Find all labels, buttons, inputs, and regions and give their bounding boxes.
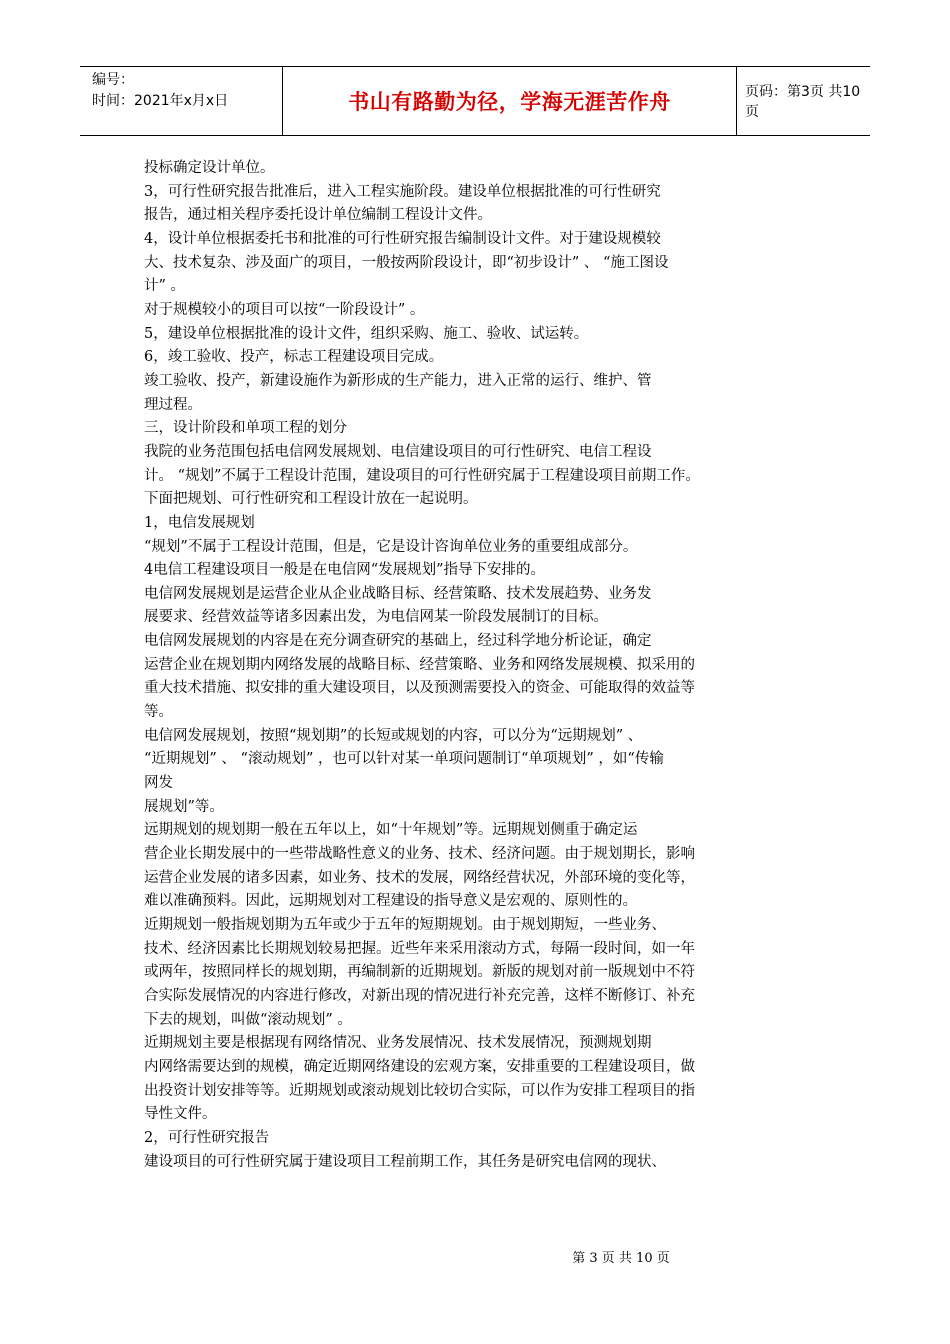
header-info: [80, 67, 282, 135]
body-line: 等。: [144, 704, 173, 721]
doc-code-label: 编号：: [92, 72, 134, 88]
body-line: 报告，通过相关程序委托设计单位编制工程设计文件。: [144, 207, 492, 224]
body-line: 难以准确预料。因此，远期规划对工程建设的指导意义是宏观的、原则性的。: [144, 893, 637, 910]
body-line: 展要求、经营效益等诸多因素出发，为电信网某一阶段发展制订的目标。: [144, 609, 608, 626]
body-line: 竣工验收、投产，新建设施作为新形成的生产能力，进入正常的运行、维护、管: [144, 372, 652, 389]
body-line: 计” 。: [144, 278, 186, 295]
page-footer: [0, 1247, 950, 1266]
body-line: “近期规划” 、 “滚动规划” ，也可以针对某一单项问题制订“单项规划” ，如“传输: [144, 751, 664, 768]
body-line: 4电信工程建设项目一般是在电信网“发展规划”指导下安排的。: [144, 562, 546, 579]
body-line: 运营企业在规划期内网络发展的战略目标、经营策略、业务和网络发展规模、拟采用的: [144, 656, 695, 673]
body-line: 对于规模较小的项目可以按“一阶段设计” 。: [144, 301, 425, 318]
body-line: 营企业长期发展中的一些带战略性意义的业务、技术、经济问题。由于规划期长，影响: [144, 846, 695, 863]
body-line: 下面把规划、可行性研究和工程设计放在一起说明。: [144, 491, 478, 508]
body-line: 合实际发展情况的内容进行修改，对新出现的情况进行补充完善，这样不断修订、补充: [144, 987, 695, 1004]
body-line: 5，建设单位根据批准的设计文件，组织采购、施工、验收、试运转。: [144, 325, 589, 342]
body-line: 投标确定设计单位。: [144, 160, 275, 176]
header-page-cell: [737, 67, 870, 135]
body-line: 近期规划主要是根据现有网络情况、业务发展情况、技术发展情况，预测规划期: [144, 1035, 652, 1052]
body-line: 理过程。: [144, 396, 202, 413]
header-slogan: 书山有路勤为径，学海无涯苦作舟: [348, 90, 671, 114]
body-line: 计。 “规划”不属于工程设计范围，建设项目的可行性研究属于工程建设项目前期工作。: [144, 467, 700, 484]
body-line: 电信网发展规划是运营企业从企业战略目标、经营策略、技术发展趋势、业务发: [144, 585, 652, 602]
body-line: 下去的规划，叫做“滚动规划” 。: [144, 1011, 352, 1028]
body-line: 3，可行性研究报告批准后，进入工程实施阶段。建设单位根据批准的可行性研究: [144, 183, 661, 200]
footer-page-number: 第 3 页 共 10 页: [572, 1251, 670, 1266]
body-line: 近期规划一般指规划期为五年或少于五年的短期规划。由于规划期短，一些业务、: [144, 917, 666, 933]
body-line: 出投资计划安排等等。近期规划或滚动规划比较切合实际，可以作为安排工程项目的指: [144, 1082, 695, 1099]
header-page-number: 页码：第3页 共10页: [745, 84, 861, 120]
document-body: [144, 157, 824, 1174]
body-line: 技术、经济因素比长期规划较易把握。近些年来采用滚动方式，每隔一段时间，如一年: [144, 940, 695, 957]
body-line: 建设项目的可行性研究属于建设项目工程前期工作，其任务是研究电信网的现状、: [144, 1153, 666, 1170]
body-line: 展规划”等。: [144, 798, 224, 815]
body-line: 电信网发展规划的内容是在充分调查研究的基础上，经过科学地分析论证，确定: [144, 633, 652, 650]
header-slogan-cell: [282, 67, 737, 135]
body-line: 大、技术复杂、涉及面广的项目，一般按两阶段设计，即“初步设计” 、 “施工图设: [144, 254, 669, 271]
body-line: 我院的业务范围包括电信网发展规划、电信建设项目的可行性研究、电信工程设: [144, 443, 652, 460]
body-line: 电信网发展规划，按照“规划期”的长短或规划的内容，可以分为“远期规划” 、: [144, 727, 643, 744]
doc-time-label: 时间：2021年x月x日: [92, 93, 229, 109]
body-line: 1，电信发展规划: [144, 514, 255, 531]
body-line: 4，设计单位根据委托书和批准的可行性研究报告编制设计文件。对于建设规模较: [144, 230, 661, 247]
body-line: 或两年，按照同样长的规划期，再编制新的近期规划。新版的规划对前一版规划中不符: [144, 964, 695, 981]
body-line: “规划”不属于工程设计范围，但是，它是设计咨询单位业务的重要组成部分。: [144, 538, 638, 555]
body-line: 内网络需要达到的规模，确定近期网络建设的宏观方案，安排重要的工程建设项目，做: [144, 1058, 695, 1075]
body-line: 运营企业发展的诸多因素，如业务、技术的发展，网络经营状况，外部环境的变化等，: [144, 869, 695, 886]
body-line: 重大技术措施、拟安排的重大建设项目，以及预测需要投入的资金、可能取得的效益等: [144, 680, 695, 697]
page-header: [80, 66, 870, 136]
body-line: 6，竣工验收、投产，标志工程建设项目完成。: [144, 349, 444, 366]
body-line: 三，设计阶段和单项工程的划分: [144, 420, 347, 437]
body-line: 网发: [144, 775, 173, 792]
body-line: 导性文件。: [144, 1106, 217, 1123]
body-line: 2，可行性研究报告: [144, 1129, 270, 1146]
body-line: 远期规划的规划期一般在五年以上，如“十年规划”等。远期规划侧重于确定运: [144, 822, 638, 839]
